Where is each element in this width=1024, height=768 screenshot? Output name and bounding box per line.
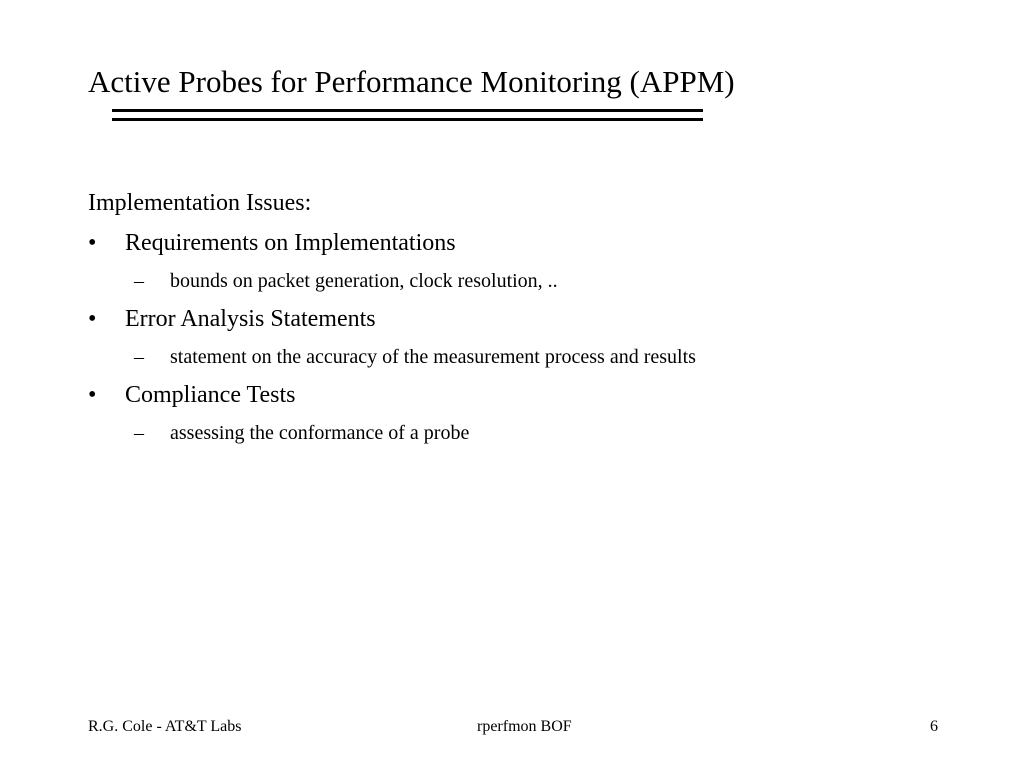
sub-bullet-label: assessing the conformance of a probe bbox=[170, 422, 470, 444]
sub-bullet-marker: – bbox=[134, 422, 144, 444]
bullet-label: Requirements on Implementations bbox=[125, 230, 456, 256]
bullet-marker: • bbox=[88, 382, 97, 408]
title-underline-top bbox=[112, 109, 703, 112]
bullet-marker: • bbox=[88, 306, 97, 332]
bullet-label: Error Analysis Statements bbox=[125, 306, 376, 332]
bullet-item bbox=[88, 302, 968, 336]
bullet-item bbox=[88, 226, 968, 260]
slide-title: Active Probes for Performance Monitoring (APPM) bbox=[88, 64, 735, 99]
title-underline-bottom bbox=[112, 118, 703, 121]
bullet-marker: • bbox=[88, 230, 97, 256]
sub-bullet-item bbox=[88, 266, 968, 296]
bullet-label: Compliance Tests bbox=[125, 382, 296, 408]
footer-event: rperfmon BOF bbox=[477, 718, 572, 735]
footer-author: R.G. Cole - AT&T Labs bbox=[88, 718, 242, 735]
sub-bullet-item bbox=[88, 418, 968, 448]
sub-bullet-label: statement on the accuracy of the measurement process and results bbox=[170, 346, 696, 368]
sub-bullet-marker: – bbox=[134, 346, 144, 368]
bullet-item bbox=[88, 378, 968, 412]
sub-bullet-marker: – bbox=[134, 270, 144, 292]
slide-body bbox=[88, 186, 968, 448]
sub-bullet-item bbox=[88, 342, 968, 372]
sub-bullet-label: bounds on packet generation, clock resolution, .. bbox=[170, 270, 558, 292]
page-number: 6 bbox=[930, 718, 938, 735]
intro-heading: Implementation Issues: bbox=[88, 190, 312, 216]
